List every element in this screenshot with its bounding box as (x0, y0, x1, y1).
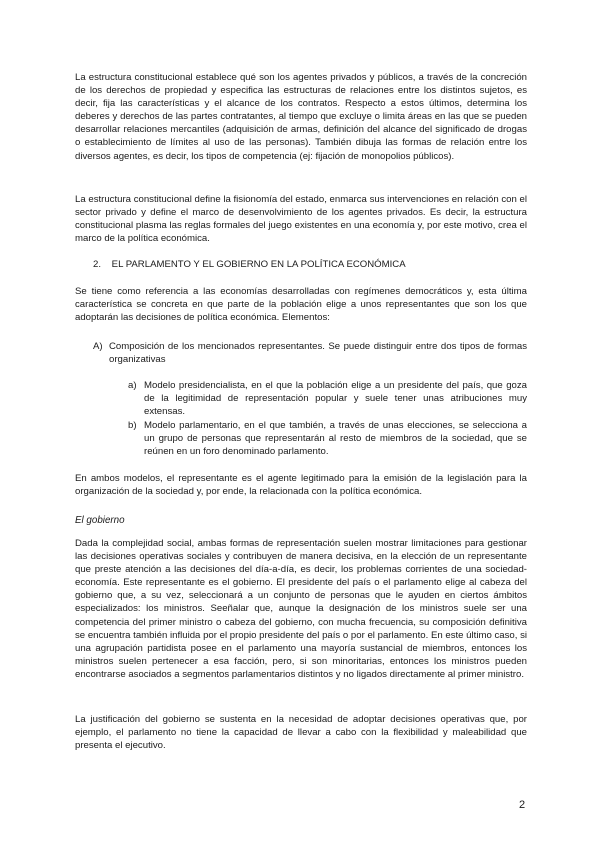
list-item-presidential (128, 379, 527, 418)
paragraph-both-models: En ambos modelos, el representante es el agente legitimado para la emisión de la legislación para la organización de la sociedad y, por ende, la relacionada con la política económica. (75, 473, 527, 498)
paragraph-government: Dada la complejidad social, ambas formas de representación suelen mostrar limitaciones para gestionar las decisiones operativas sociales y contribuyen de manera decisiva, en la elección de un representante que preste atención a las decisiones del día-a-día, es decir, los problemas corrientes de una sociedad-economía. Este representante es el gobierno. El presidente del país o el parlamento elige al cabeza del gobierno que, a su vez, seleccionará a un conjunto de personas que le ayuden en ciertos ámbitos especializados: los ministros. Seeñalar que, aunque la designación de los ministros suele ser una competencia del primer ministro o cabeza del gobierno, con mucha frecuencia, su composición definitiva se encuentra también influida por el propio presidente del país o por el parlamento. En este último caso, si una agrupación partidista posee en el parlamento una mayoría sustancial de miembros, entonces los ministros suelen pertenecer a esa facción, pero, si son minoritarias, entonces los ministros pueden encontrarse asociados a segmentos parlamentarios distintos y no ligados directamente al primer ministro. (75, 538, 527, 680)
list-marker: A) (93, 341, 103, 352)
list-item-text: Composición de los mencionados representantes. Se puede distinguir entre dos tipos de formas organizativas (109, 341, 527, 366)
paragraph-state-physiognomy: La estructura constitucional define la fisionomía del estado, enmarca sus intervenciones en relación con el sector privado y define el marco de desenvolvimiento de los agentes privados. Es decir, la estructura constitucional plasma las reglas formales del juego existentes en una economía y, por este motivo, crea el marco de la política económica. (75, 194, 527, 245)
list-marker: a) (128, 380, 137, 391)
section-heading-text: EL PARLAMENTO Y EL GOBIERNO EN LA POLÍTICA ECONÓMICA (111, 259, 406, 270)
list-item-a (93, 340, 527, 366)
page-number: 2 (519, 799, 526, 811)
section-heading (93, 258, 406, 271)
subsection-title: El gobierno (75, 515, 125, 526)
list-item-parliamentary (128, 419, 527, 458)
list-item-text: Modelo presidencialista, en el que la población elige a un presidente del país, que goza de la legitimidad de representación popular y suele tener unas atribuciones muy extensas. (144, 380, 527, 418)
section-heading-number: 2. (93, 259, 102, 270)
paragraph-constitutional-structure: La estructura constitucional establece qué son los agentes privados y públicos, a través de la concreción de los derechos de propiedad y especifica las estructuras de relaciones entre los distintos sujetos, es decir, fija las características y el alcance de los contratos. Respecto a estos últimos, determina los deberes y derechos de las partes contratantes, al tiempo que excluye o limita áreas en las que se pueden desarrollar relaciones mercantiles (adquisición de armas, definición del alcance del significado de drogas o establecimiento de límites al uso de las personas). También dibuja las formas de relación entre los diversos agentes, es decir, los tipos de competencia (ej: fijación de monopolios públicos). (75, 72, 527, 162)
paragraph-democratic-economies: Se tiene como referencia a las economías desarrolladas con regímenes democráticos y, esta última característica se concreta en que parte de la población elige a unos representantes que son los que adoptarán las decisiones de política económica. Elementos: (75, 286, 527, 324)
paragraph-government-justification: La justificación del gobierno se sustenta en la necesidad de adoptar decisiones operativas que, por ejemplo, el parlamento no tiene la capacidad de llevar a cabo con la flexibilidad y maleabilidad que presenta el ejecutivo. (75, 714, 527, 752)
list-marker: b) (128, 420, 137, 431)
list-item-text: Modelo parlamentario, en el que también, a través de unas elecciones, se selecciona a un grupo de personas que representarán al resto de miembros de la sociedad, que se reúnen en un foro denominado parlamento. (144, 420, 527, 458)
